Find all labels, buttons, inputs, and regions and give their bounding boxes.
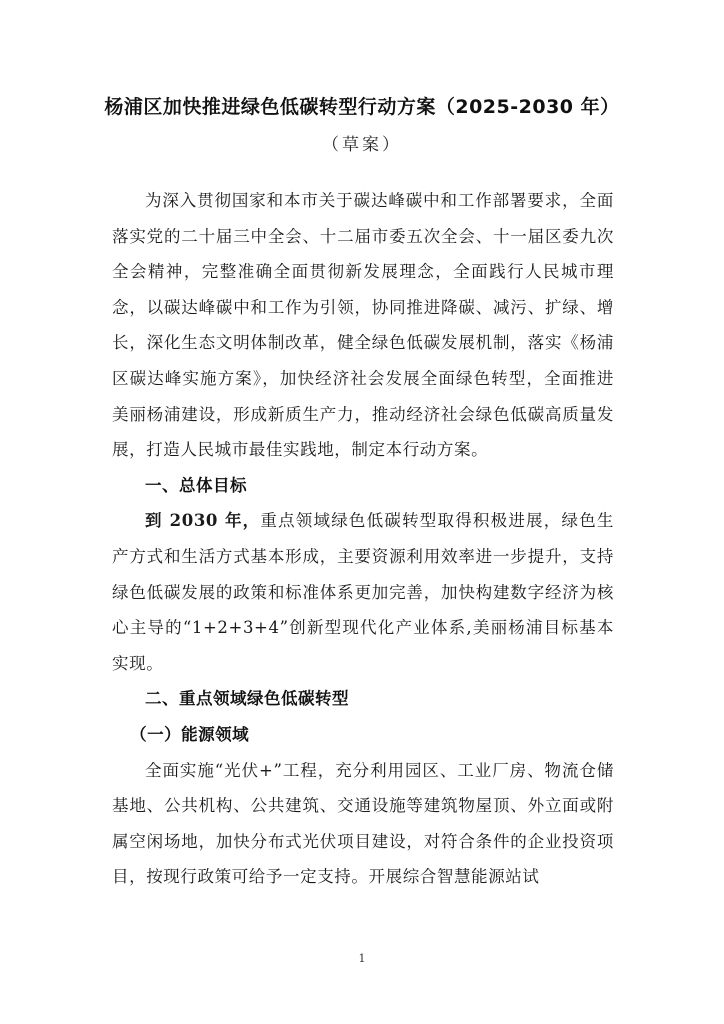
overall-goals-paragraph <box>112 503 614 681</box>
document-body <box>112 183 614 895</box>
subsection-heading-energy: （一）能源领域 <box>130 724 250 744</box>
intro-paragraph: 为深入贯彻国家和本市关于碳达峰碳中和工作部署要求，全面落实党的二十届三中全会、十二届市委五次全会、十一届区委九次全会精神，完整准确全面贯彻新发展理念，全面践行人民城市理念，以碳达峰碳中和工作为引领，协同推进降碳、减污、扩绿、增长，深化生态文明体制改革，健全绿色低碳发展机制，落实《杨浦区碳达峰实施方案》，加快经济社会发展全面绿色转型，全面推进美丽杨浦建设，形成新质生产力，推动经济社会绿色低碳高质量发展，打造人民城市最佳实践地，制定本行动方案。 <box>112 191 614 460</box>
goal-year-lead: 到 2030 年， <box>145 511 261 531</box>
section-heading-overall-goals: 一、总体目标 <box>145 475 247 495</box>
document-subtitle: （草案） <box>322 135 402 155</box>
page-number: 1 <box>358 952 366 965</box>
overall-goals-text: 重点领域绿色低碳转型取得积极进展，绿色生产方式和生活方式基本形成，主要资源利用效率进一步提升，支持绿色低碳发展的政策和标准体系更加完善，加快构建数字经济为核心主导的“1+2+3+4”创新型现代化产业体系,美丽杨浦目标基本实现。 <box>112 511 615 673</box>
document-title: 杨浦区加快推进绿色低碳转型行动方案（2025-2030 年） <box>104 96 620 118</box>
energy-paragraph: 全面实施“光伏+”工程，充分利用园区、工业厂房、物流仓储基地、公共机构、公共建筑、交通设施等建筑物屋顶、外立面或附属空闲场地，加快分布式光伏项目建设，对符合条件的企业投资项目，按现行政策可给予一定支持。开展综合智慧能源站试 <box>112 760 614 887</box>
section-heading-key-areas: 二、重点领域绿色低碳转型 <box>145 689 349 709</box>
